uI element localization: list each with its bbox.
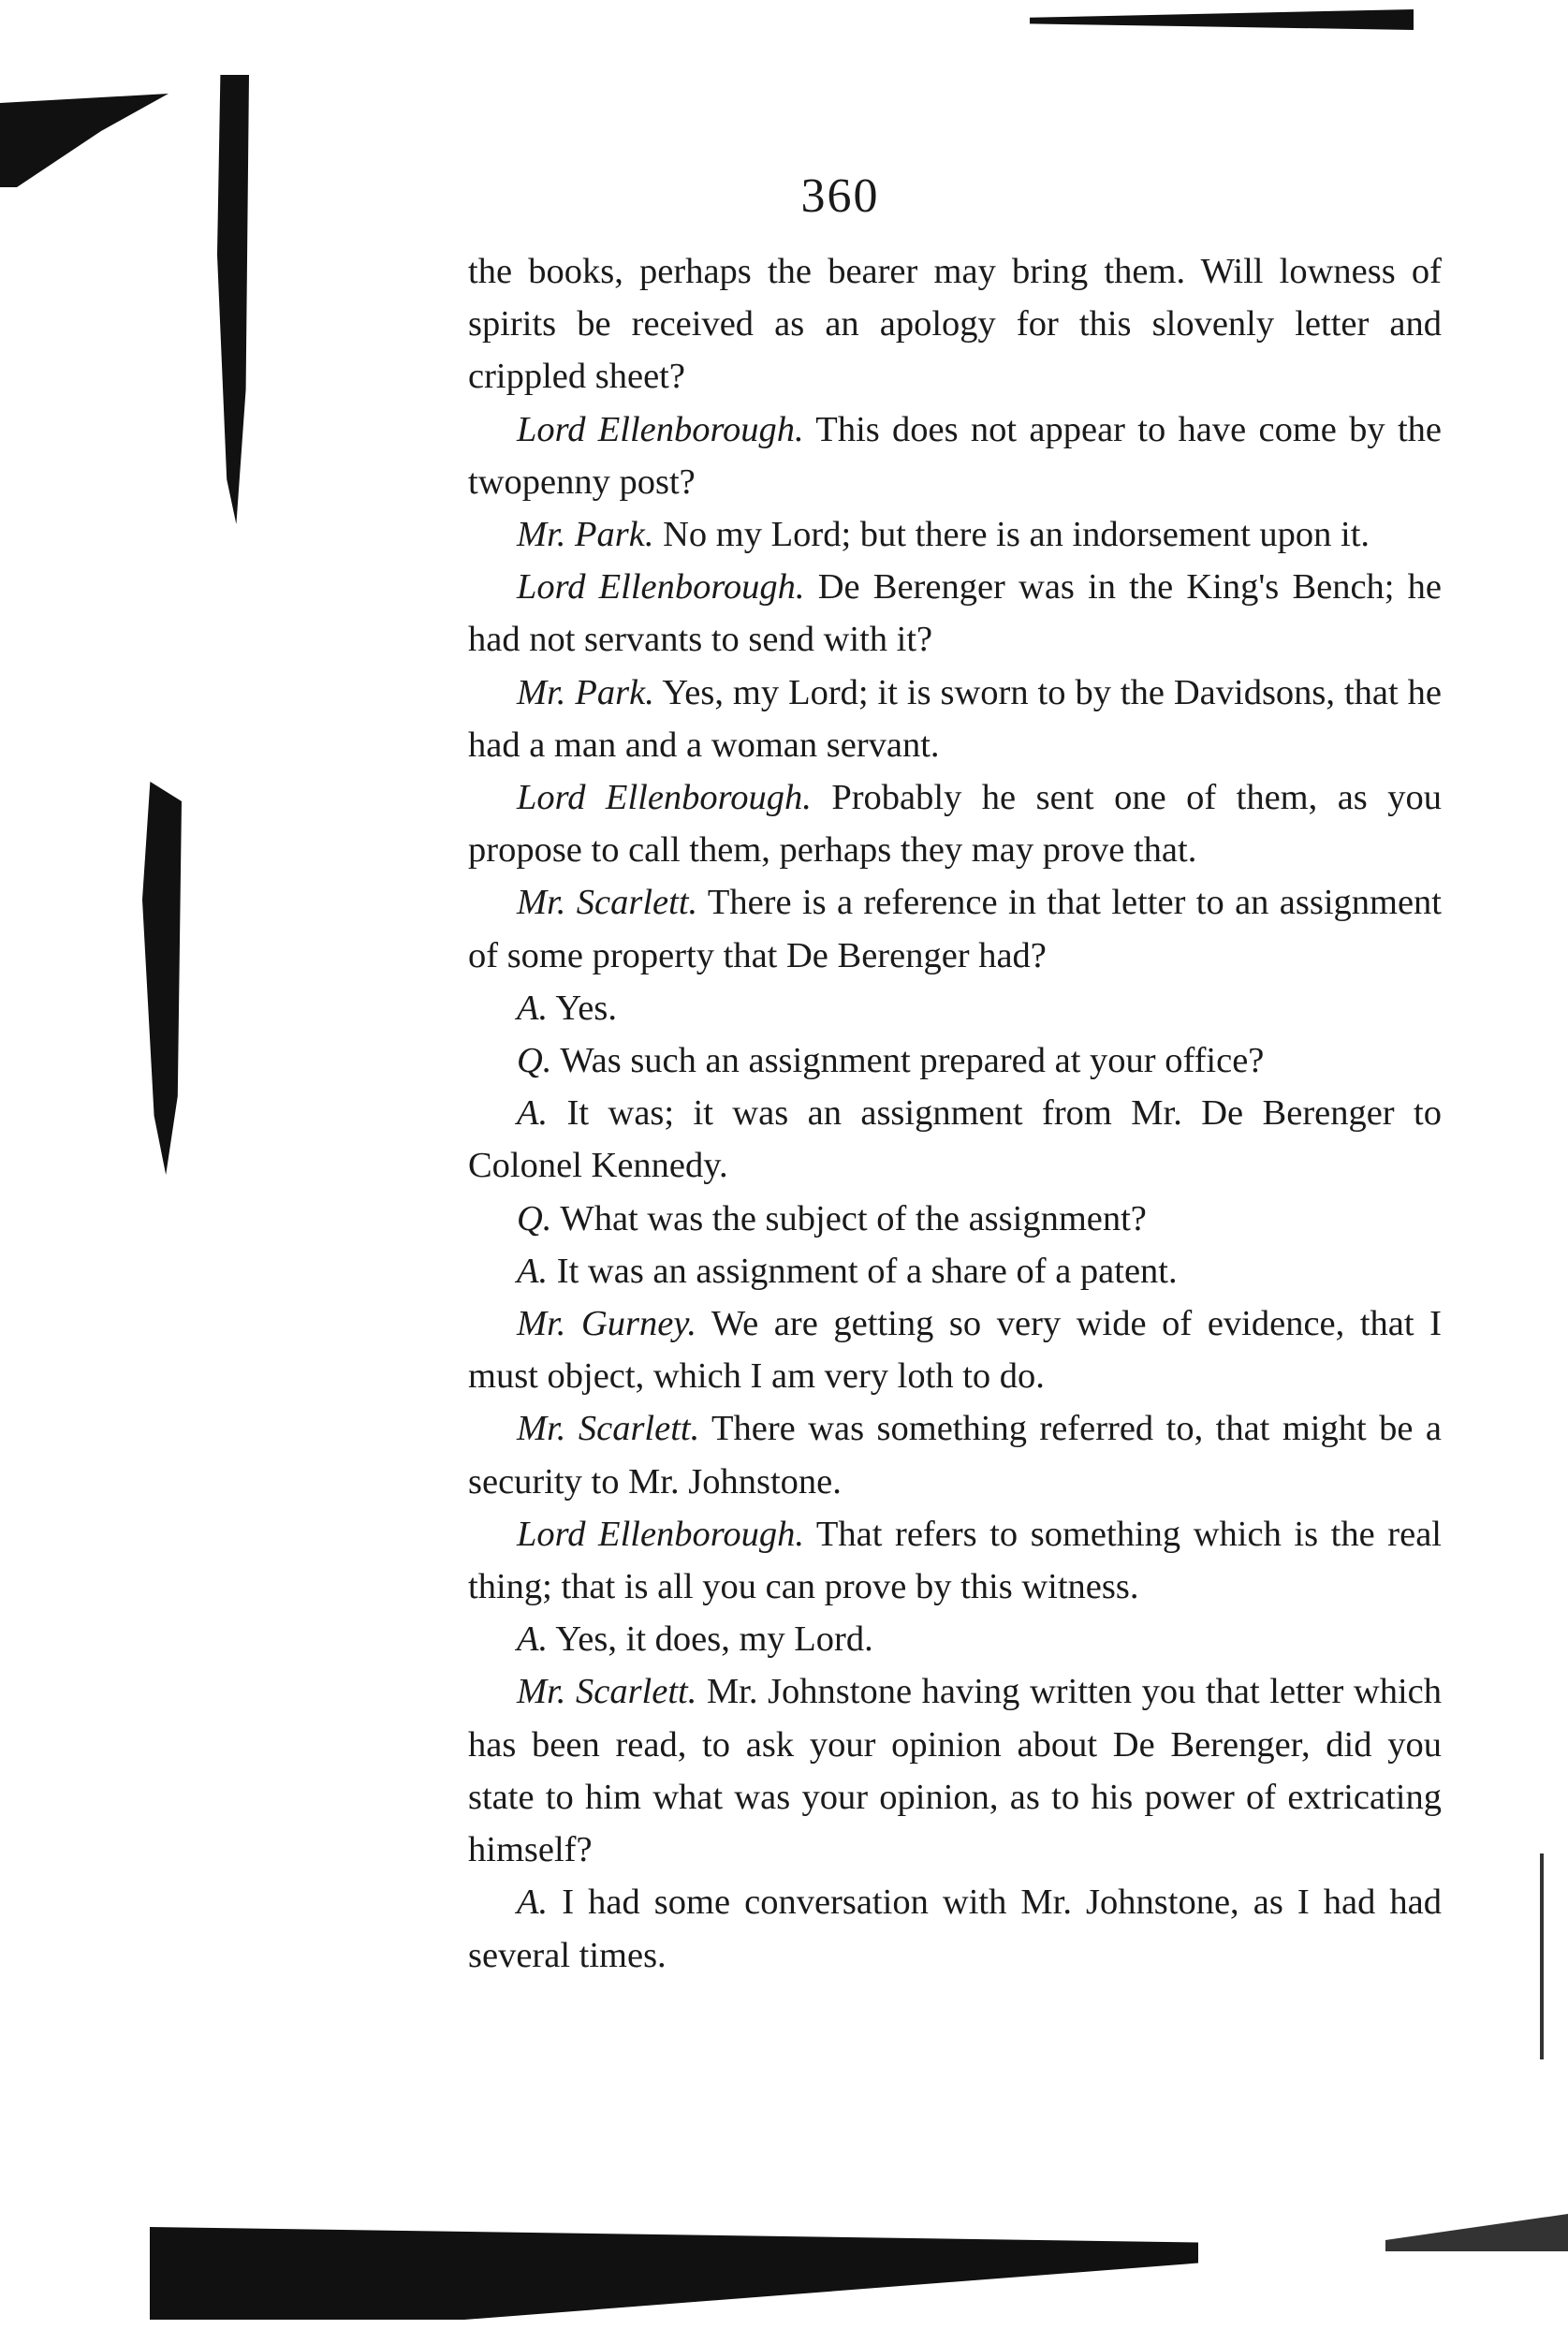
paragraph — [468, 771, 1442, 876]
speaker-label: Q. — [517, 1198, 552, 1238]
speaker-label: A. — [517, 1093, 549, 1134]
paragraph-text: Was such an assignment prepared at your office? — [560, 1041, 1265, 1081]
paragraph — [468, 1297, 1442, 1402]
paragraph-text: Mr. Johnstone having written you that letter which has been read, to ask your opinion about De Berenger, did you state to him what was your opinion, as to his power of extricating himself? — [468, 1672, 1442, 1870]
speaker-label: Q. — [517, 1041, 552, 1081]
paragraph — [468, 1087, 1442, 1192]
paragraph — [468, 1402, 1442, 1507]
scan-artifact-left-bar-upper — [217, 75, 249, 524]
paragraph-text: There is a reference in that letter to an assignment of some property that De Berenger had? — [468, 883, 1443, 975]
speaker-label: Mr. Scarlett. — [517, 1672, 697, 1712]
speaker-label: Lord Ellenborough. — [517, 409, 804, 449]
paragraph — [468, 1245, 1442, 1297]
paragraph — [468, 403, 1442, 508]
paragraph-text: There was something referred to, that might be a security to Mr. Johnstone. — [468, 1409, 1442, 1502]
paragraph — [468, 1876, 1442, 1981]
paragraph — [468, 1193, 1442, 1245]
speaker-label: Lord Ellenborough. — [517, 567, 805, 608]
paragraph-text: Yes. — [555, 988, 618, 1028]
paragraph — [468, 245, 1442, 403]
page-body — [468, 245, 1442, 1982]
speaker-label: A. — [517, 1883, 549, 1923]
paragraph — [468, 561, 1442, 666]
speaker-label: Mr. Scarlett. — [517, 1409, 700, 1449]
speaker-label: Mr. Park. — [517, 672, 654, 712]
speaker-label: A. — [517, 988, 549, 1028]
speaker-label: A. — [517, 1619, 549, 1660]
speaker-label: A. — [517, 1251, 549, 1291]
scan-artifact-left-bar-lower — [142, 782, 182, 1175]
paragraph — [468, 1508, 1442, 1613]
speaker-label: Lord Ellenborough. — [517, 1514, 804, 1554]
paragraph-text: It was an assignment of a share of a patent. — [556, 1251, 1178, 1291]
paragraph-text: Probably he sent one of them, as you propose to call them, perhaps they may prove that. — [468, 778, 1442, 871]
paragraph-text: That refers to something which is the real thing; that is all you can prove by this witness. — [468, 1514, 1442, 1607]
paragraph — [468, 667, 1442, 771]
scan-artifact-right-line — [1540, 1853, 1544, 2059]
paragraph-text: What was the subject of the assignment? — [560, 1198, 1147, 1238]
paragraph-text: the books, perhaps the bearer may bring them. Will lowness of spirits be received as an apology for this slovenly letter and crippled sheet? — [468, 252, 1442, 397]
speaker-label: Mr. Scarlett. — [517, 883, 698, 923]
scan-artifact-bottom-right — [1385, 2214, 1568, 2251]
paragraph-text: Yes, it does, my Lord. — [555, 1619, 873, 1660]
paragraph — [468, 1613, 1442, 1665]
paragraph-text: Yes, my Lord; it is sworn to by the Davidsons, that he had a man and a woman servant. — [468, 672, 1442, 765]
speaker-label: Mr. Park. — [517, 515, 654, 555]
scan-artifact-bottom-bar — [150, 2217, 1198, 2320]
paragraph-text: No my Lord; but there is an indorsement upon it. — [663, 515, 1370, 555]
speaker-label: Lord Ellenborough. — [517, 778, 812, 818]
paragraph — [468, 982, 1442, 1034]
paragraph — [468, 1034, 1442, 1087]
paragraph — [468, 1665, 1442, 1876]
paragraph-text: This does not appear to have come by the twopenny post? — [468, 409, 1442, 502]
page-number: 360 — [800, 169, 880, 223]
paragraph-text: We are getting so very wide of evidence, that I must object, which I am very loth to do. — [468, 1304, 1443, 1397]
speaker-label: Mr. Gurney. — [517, 1304, 696, 1344]
paragraph — [468, 508, 1442, 561]
paragraph-text: De Berenger was in the King's Bench; he had not servants to send with it? — [468, 567, 1442, 660]
paragraph-text: It was; it was an assignment from Mr. De Berenger to Colonel Kennedy. — [468, 1093, 1442, 1186]
paragraph-text: I had some conversation with Mr. Johnstone, as I had had several times. — [468, 1883, 1442, 1975]
scan-artifact-top-right — [1030, 9, 1414, 30]
paragraph — [468, 876, 1442, 981]
